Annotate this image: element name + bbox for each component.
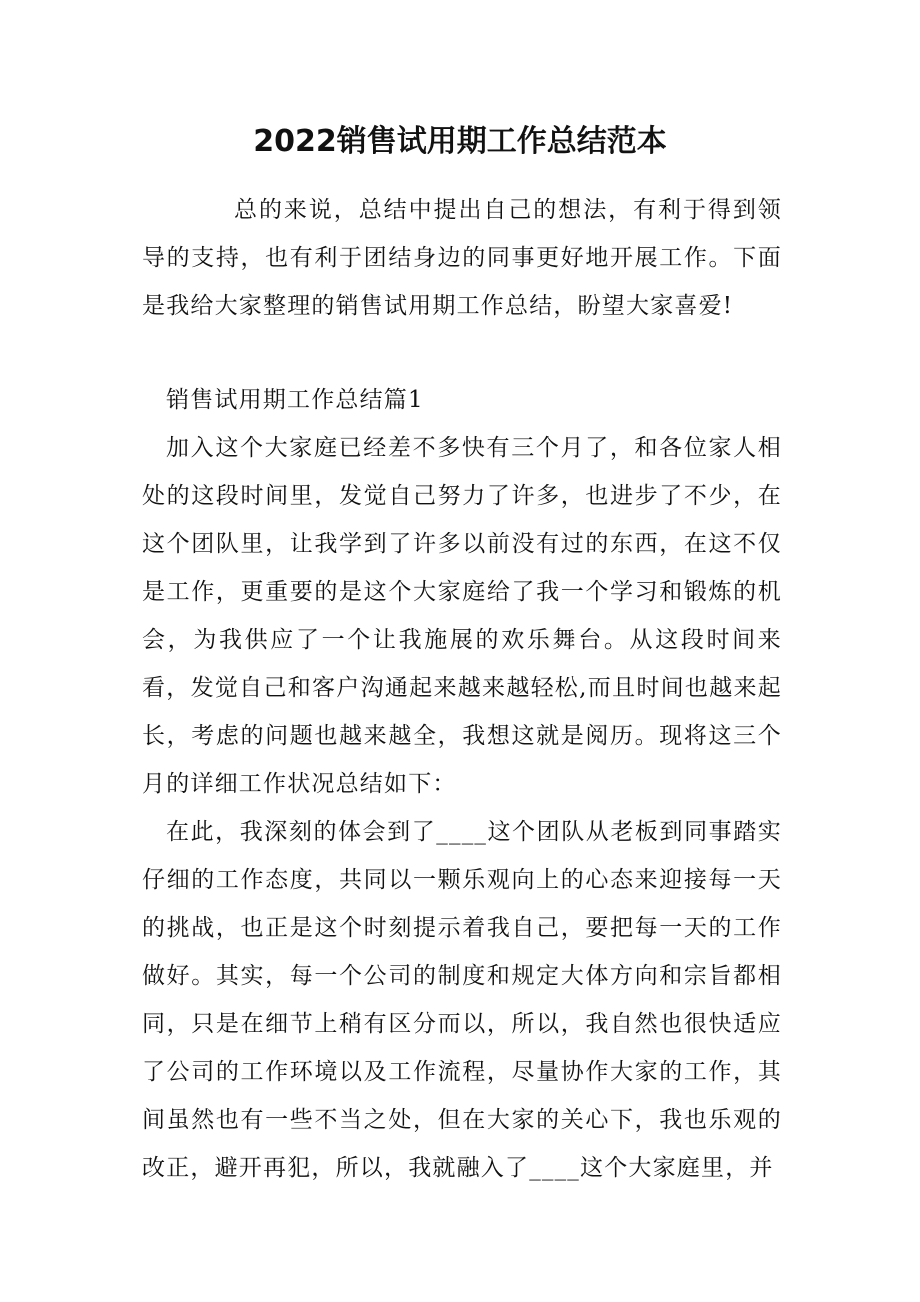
body-paragraph-2: 在此，我深刻的体会到了____这个团队从老板到同事踏实仔细的工作态度，共同以一颗乐观向上的心态来迎接每一天的挑战，也正是这个时刻提示着我自己，要把每一天的工作做好。其实，每一个公司的制度和规定大体方向和宗旨都相同，只是在细节上稍有区分而以，所以，我自然也很快适应了公司的工作环境以及工作流程，尽量协作大家的工作，其间虽然也有一些不当之处，但在大家的关心下，我也乐观的改正，避开再犯，所以，我就融入了____这个大家庭里，并 [142, 819, 782, 1181]
intro-paragraph: 总的来说，总结中提出自己的想法，有利于得到领导的支持，也有利于团结身边的同事更好地开展工作。下面是我给大家整理的销售试用期工作总结，盼望大家喜爱! [142, 197, 782, 319]
body-paragraph-1: 加入这个大家庭已经差不多快有三个月了，和各位家人相处的这段时间里，发觉自己努力了许多，也进步了不少，在这个团队里，让我学到了许多以前没有过的东西，在这不仅是工作，更重要的是这个大家庭给了我一个学习和锻炼的机会，为我供应了一个让我施展的欢乐舞台。从这段时间来看，发觉自己和客户沟通起来越来越轻松,而且时间也越来起长，考虑的问题也越来越全，我想这就是阅历。现将这三个月的详细工作状况总结如下： [142, 435, 782, 797]
section-heading: 销售试用期工作总结篇1 [166, 387, 424, 413]
document-title: 2022销售试用期工作总结范本 [253, 124, 667, 159]
